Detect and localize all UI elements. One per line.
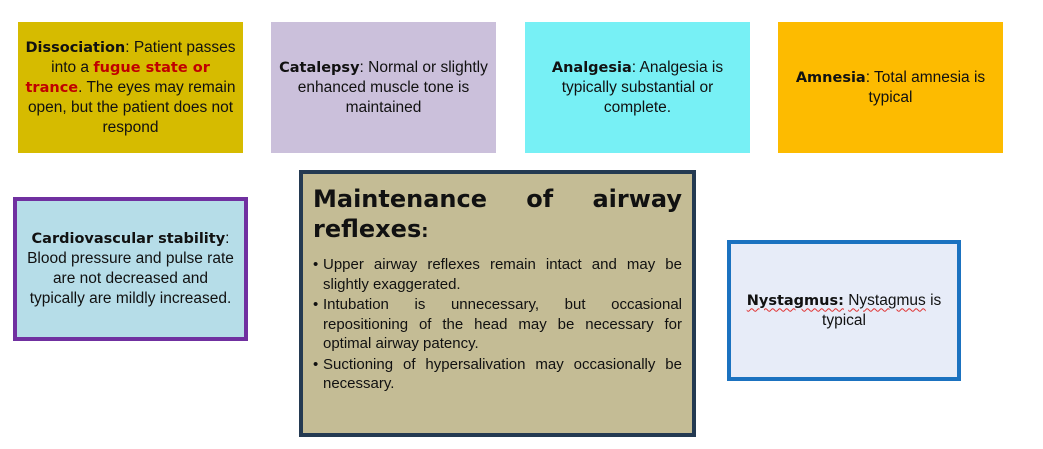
dissociation-box bbox=[18, 22, 243, 153]
analgesia-box bbox=[525, 22, 750, 153]
amnesia-box bbox=[778, 22, 1003, 153]
nystagmus-text-after: is typical bbox=[822, 291, 942, 329]
list-item-text: Upper airway reflexes remain intact and may be slightly exaggerated. bbox=[323, 256, 682, 293]
bullet-icon: • bbox=[313, 256, 319, 273]
analgesia-content bbox=[533, 58, 742, 118]
airway-title-text: Maintenance of airway reflexes bbox=[313, 185, 682, 243]
catalepsy-box bbox=[271, 22, 496, 153]
cardiovascular-text: : Blood pressure and pulse rate are not decreased and typically are mildly increased. bbox=[27, 230, 234, 307]
analgesia-text: : Analgesia is typically substantial or complete. bbox=[561, 58, 724, 116]
cardiovascular-term: Cardiovascular stability bbox=[31, 231, 226, 247]
amnesia-term: Amnesia bbox=[795, 69, 866, 86]
list-item-text: Intubation is unnecessary, but occasional repositioning of the head may be necessary for optimal airway patency. bbox=[323, 296, 682, 352]
nystagmus-content bbox=[739, 291, 949, 331]
dissociation-term: Dissociation bbox=[25, 39, 126, 56]
amnesia-content bbox=[786, 68, 995, 108]
analgesia-term: Analgesia bbox=[551, 59, 632, 76]
dissociation-content bbox=[24, 38, 237, 138]
airway-title bbox=[313, 184, 682, 247]
dissociation-highlight: fugue state or trance bbox=[25, 59, 210, 96]
nystagmus-word: Nystagmus bbox=[848, 291, 926, 309]
list-item-text: Suctioning of hypersalivation may occasionally be necessary. bbox=[323, 355, 682, 392]
dissociation-text-before: : Patient passes into a bbox=[51, 38, 236, 76]
nystagmus-term: Nystagmus: bbox=[746, 292, 844, 309]
nystagmus-box bbox=[727, 240, 961, 381]
cardiovascular-content bbox=[25, 229, 236, 309]
list-item bbox=[313, 295, 682, 354]
bullet-icon: • bbox=[313, 355, 319, 373]
dissociation-text-after: . The eyes may remain open, but the patient does not respond bbox=[27, 78, 236, 136]
catalepsy-content bbox=[279, 58, 488, 118]
amnesia-text: : Total amnesia is typical bbox=[865, 68, 986, 106]
bullet-icon: • bbox=[313, 296, 319, 313]
catalepsy-text: : Normal or slightly enhanced muscle tone is maintained bbox=[297, 58, 488, 116]
list-item bbox=[313, 355, 682, 394]
cardiovascular-box bbox=[13, 197, 248, 341]
airway-list bbox=[313, 255, 682, 394]
airway-title-suffix: : bbox=[421, 221, 429, 242]
list-item bbox=[313, 255, 682, 294]
airway-reflexes-box bbox=[299, 170, 696, 437]
catalepsy-term: Catalepsy bbox=[279, 59, 360, 76]
